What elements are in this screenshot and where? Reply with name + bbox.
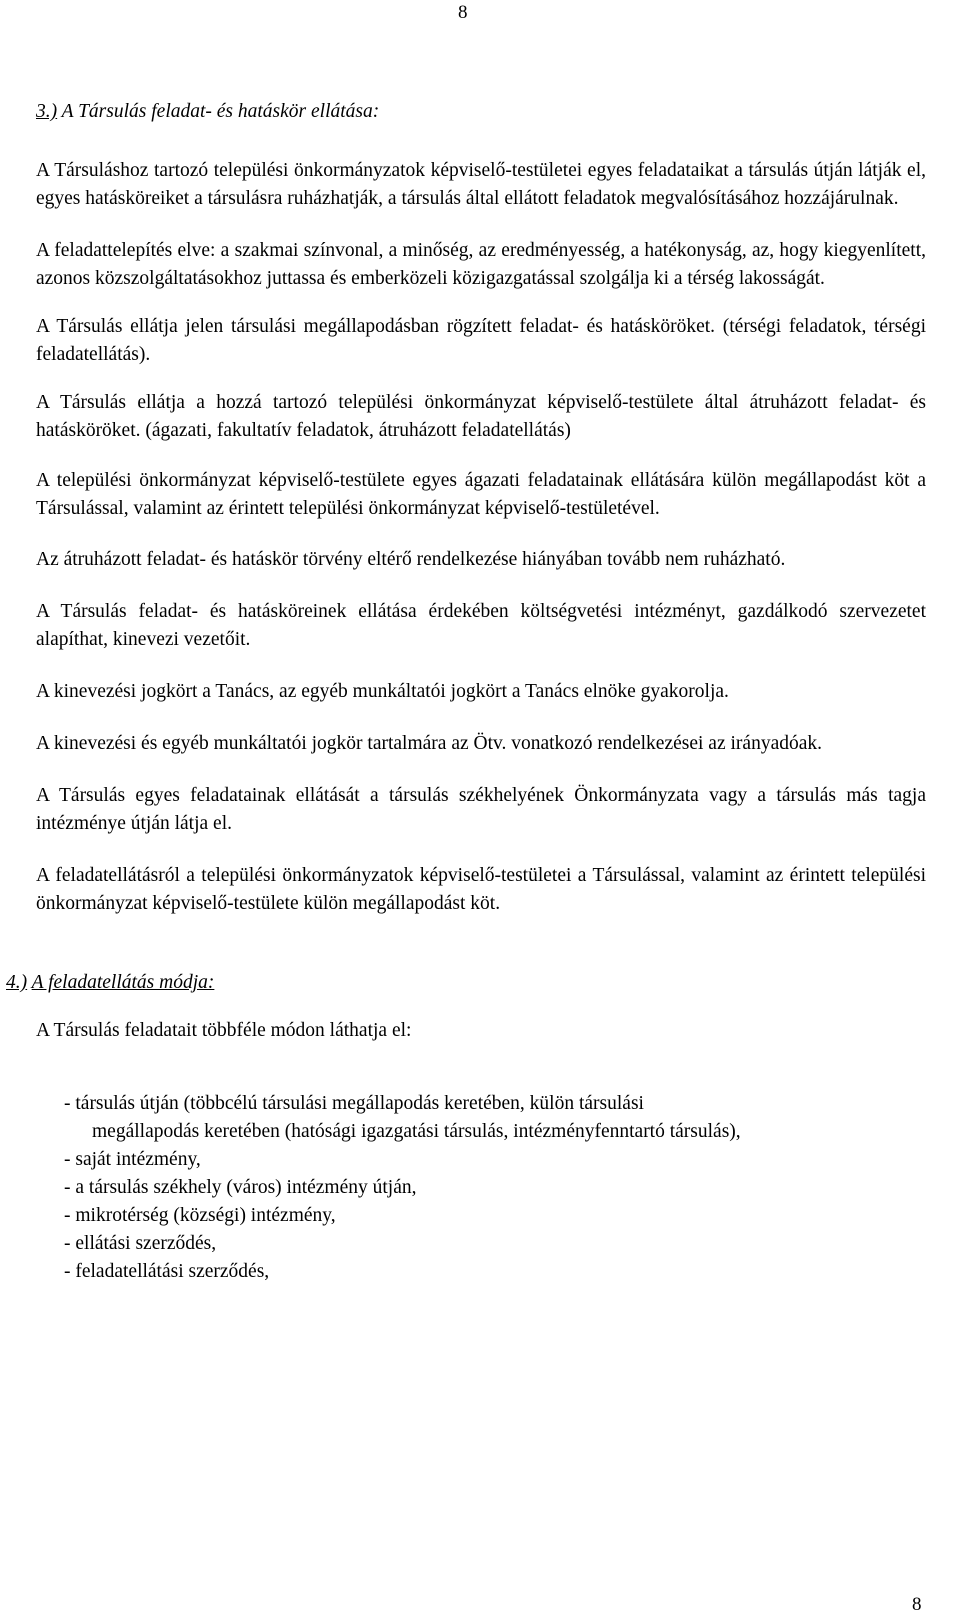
paragraph-7: A Társulás feladat- és hatásköreinek ellátása érdekében költségvetési intézményt, gazdálkodó szervezetet alapíthat, kinevezi vezetőit. [36,601,926,650]
page-number-bottom: 8 [912,1594,922,1615]
paragraph-5: A települési önkormányzat képviselő-testülete egyes ágazati feladatainak ellátására külön megállapodást köt a Társulással, valamint az érintett települési önkormányzat képviselő-testületével. [36,470,926,519]
section-4-intro: A Társulás feladatait többféle módon láthatja el: [36,1020,412,1041]
paragraph-1: A Társuláshoz tartozó települési önkormányzatok képviselő-testületei egyes feladataikat a társulás útján látják el, egyes hatásköreiket a társulásra ruházhatják, a társulás által ellátott feladatok megvalósításához hozzájárulnak. [36,160,926,209]
list-item-continuation: megállapodás keretében (hatósági igazgatási társulás, intézményfenntartó társulás), [92,1121,741,1142]
section-4-title: A feladatellátás módja: [31,972,215,993]
page-number-top: 8 [458,2,468,23]
task-method-list [36,1090,926,1286]
section-4-number: 4.) [6,972,28,993]
list-item: - a társulás székhely (város) intézmény útján, [64,1177,417,1198]
paragraph-9: A kinevezési és egyéb munkáltatói jogkör tartalmára az Ötv. vonatkozó rendelkezései az irányadóak. [36,733,822,754]
document-body [6,98,926,1286]
list-item: - saját intézmény, [64,1149,201,1170]
section-3-title: A Társulás feladat- és hatáskör ellátása: [61,101,380,122]
list-item: - társulás útján (többcélú társulási megállapodás keretében, külön társulási [64,1093,644,1114]
section-3-heading [36,98,926,126]
list-item: - mikrotérség (községi) intézmény, [64,1205,336,1226]
list-item: - ellátási szerződés, [64,1233,217,1254]
paragraph-4: A Társulás ellátja a hozzá tartozó települési önkormányzat képviselő-testülete által átruházott feladat- és hatásköröket. (ágazati, fakultatív feladatok, átruházott feladatellátás) [36,392,926,441]
section-3-number: 3.) [36,101,58,122]
paragraph-11: A feladatellátásról a települési önkormányzatok képviselő-testületei a Társulással, valamint az érintett települési önkormányzat képviselő-testülete külön megállapodást köt. [36,865,926,914]
section-4-heading [6,969,926,997]
paragraph-10: A Társulás egyes feladatainak ellátását a társulás székhelyének Önkormányzata vagy a társulás más tagja intézménye útján látja el. [36,785,926,834]
paragraph-3: A Társulás ellátja jelen társulási megállapodásban rögzített feladat- és hatásköröket. (térségi feladatok, térségi feladatellátás). [36,316,926,365]
list-item: - feladatellátási szerződés, [64,1261,270,1282]
paragraph-8: A kinevezési jogkört a Tanács, az egyéb munkáltatói jogkört a Tanács elnöke gyakorolja. [36,681,729,702]
paragraph-2: A feladattelepítés elve: a szakmai színvonal, a minőség, az eredményesség, a hatékonyság, az, hogy kiegyenlített, azonos közszolgáltatásokhoz juttassa és emberközeli közigazgatással szolgálja ki a térség lakosságát. [36,240,926,289]
paragraph-6: Az átruházott feladat- és hatáskör törvény eltérő rendelkezése hiányában tovább nem ruházható. [36,549,786,570]
